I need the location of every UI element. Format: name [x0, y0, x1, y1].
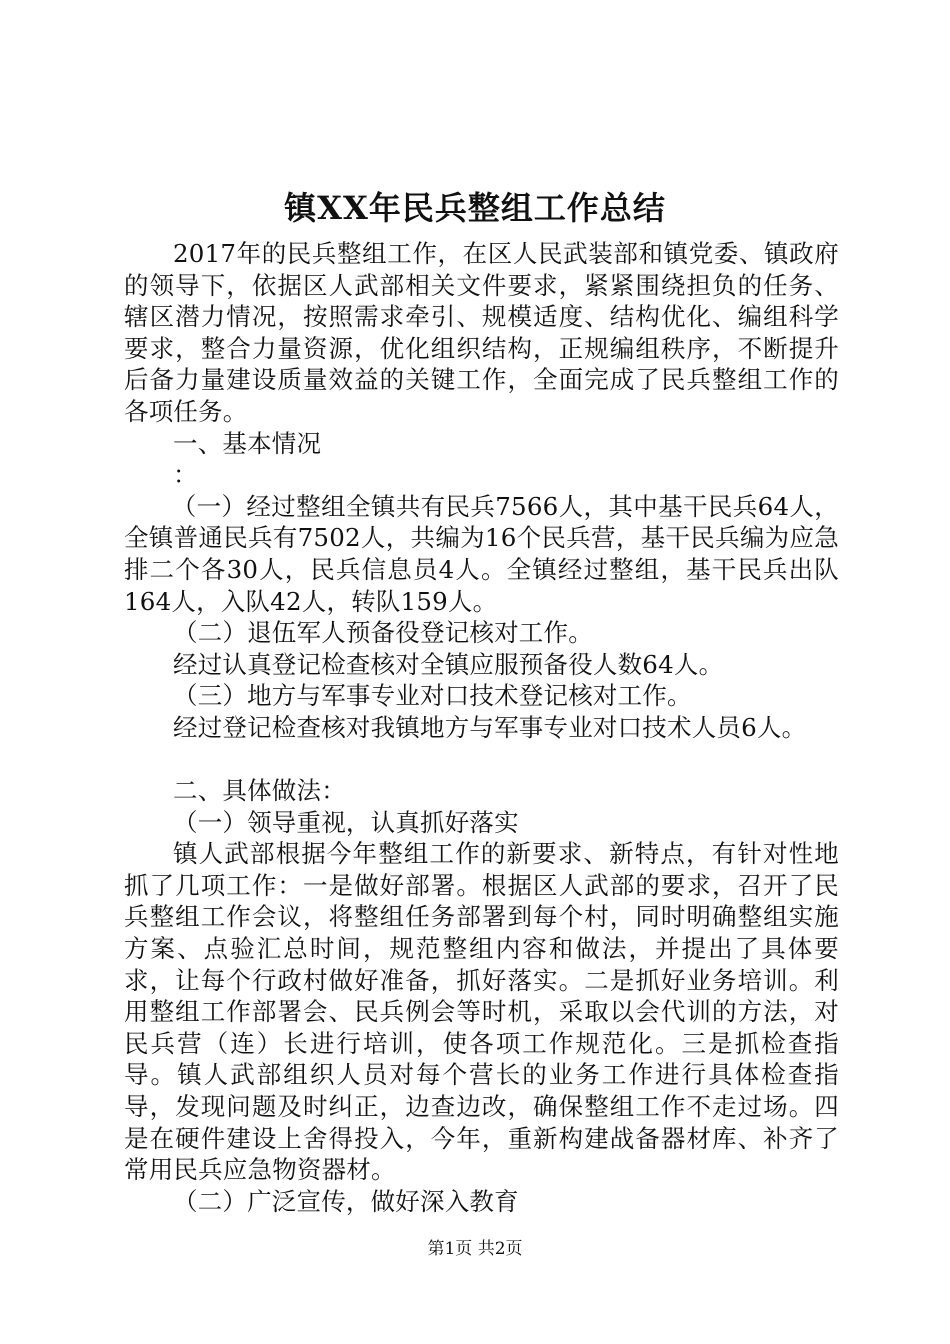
subheading-veteran-registration: （二）退伍军人预备役登记核对工作。 [173, 618, 593, 648]
paragraph-intro: 2017年的民兵整组工作，在区人民武装部和镇党委、镇政府的领导下，依据区人武部相关文件要求，紧紧围绕担负的任务、辖区潜力情况，按照需求牵引、规模适度、结构优化、编组科学要求，整合力量资源，优化组织结构，正规编组秩序，不断提升后备力量建设质量效益的关键工作，全面完成了民兵整组工作的各项任务。 [124, 239, 839, 426]
heading-specific-practices: 二、具体做法： [173, 776, 346, 806]
subheading-technical-registration: （三）地方与军事专业对口技术登记核对工作。 [173, 681, 692, 711]
subheading-publicity: （二）广泛宣传，做好深入教育 [173, 1186, 519, 1216]
paragraph-leadership-details: 镇人武部根据今年整组工作的新要求、新特点，有针对性地抓了几项工作：一是做好部署。根据区人武部的要求，召开了民兵整组工作会议，将整组任务部署到每个村，同时明确整组实施方案、点验汇总时间，规范整组内容和做法，并提出了具体要求，让每个行政村做好准备，抓好落实。二是抓好业务培训。利用整组工作部署会、民兵例会等时机，采取以会代训的方法，对民兵营（连）长进行培训，使各项工作规范化。三是抓检查指导。镇人武部组织人员对每个营长的业务工作进行具体检查指导，发现问题及时纠正，边查边改，确保整组工作不走过场。四是在硬件建设上舍得投入，今年，重新构建战备器材库、补齐了常用民兵应急物资器材。 [124, 839, 839, 1185]
paragraph-reserve-count: 经过认真登记检查核对全镇应服预备役人数64人。 [173, 649, 724, 679]
subheading-leadership: （一）领导重视，认真抓好落实 [173, 807, 519, 837]
stray-colon: ： [173, 460, 198, 490]
blank-line [124, 744, 839, 776]
document-title: 镇XX年民兵整组工作总结 [284, 189, 666, 227]
page-footer: 第1页 共2页 [427, 1239, 523, 1259]
paragraph-technical-count: 经过登记检查核对我镇地方与军事专业对口技术人员6人。 [173, 712, 807, 742]
heading-basic-situation: 一、基本情况 [173, 428, 322, 458]
paragraph-militia-count: （一）经过整组全镇共有民兵7566人，其中基干民兵64人，全镇普通民兵有7502人，共编为16个民兵营，基干民兵编为应急排二个各30人，民兵信息员4人。全镇经过整组，基干民兵出队164人，入队42人，转队159人。 [124, 491, 839, 616]
document-body [124, 238, 839, 1217]
